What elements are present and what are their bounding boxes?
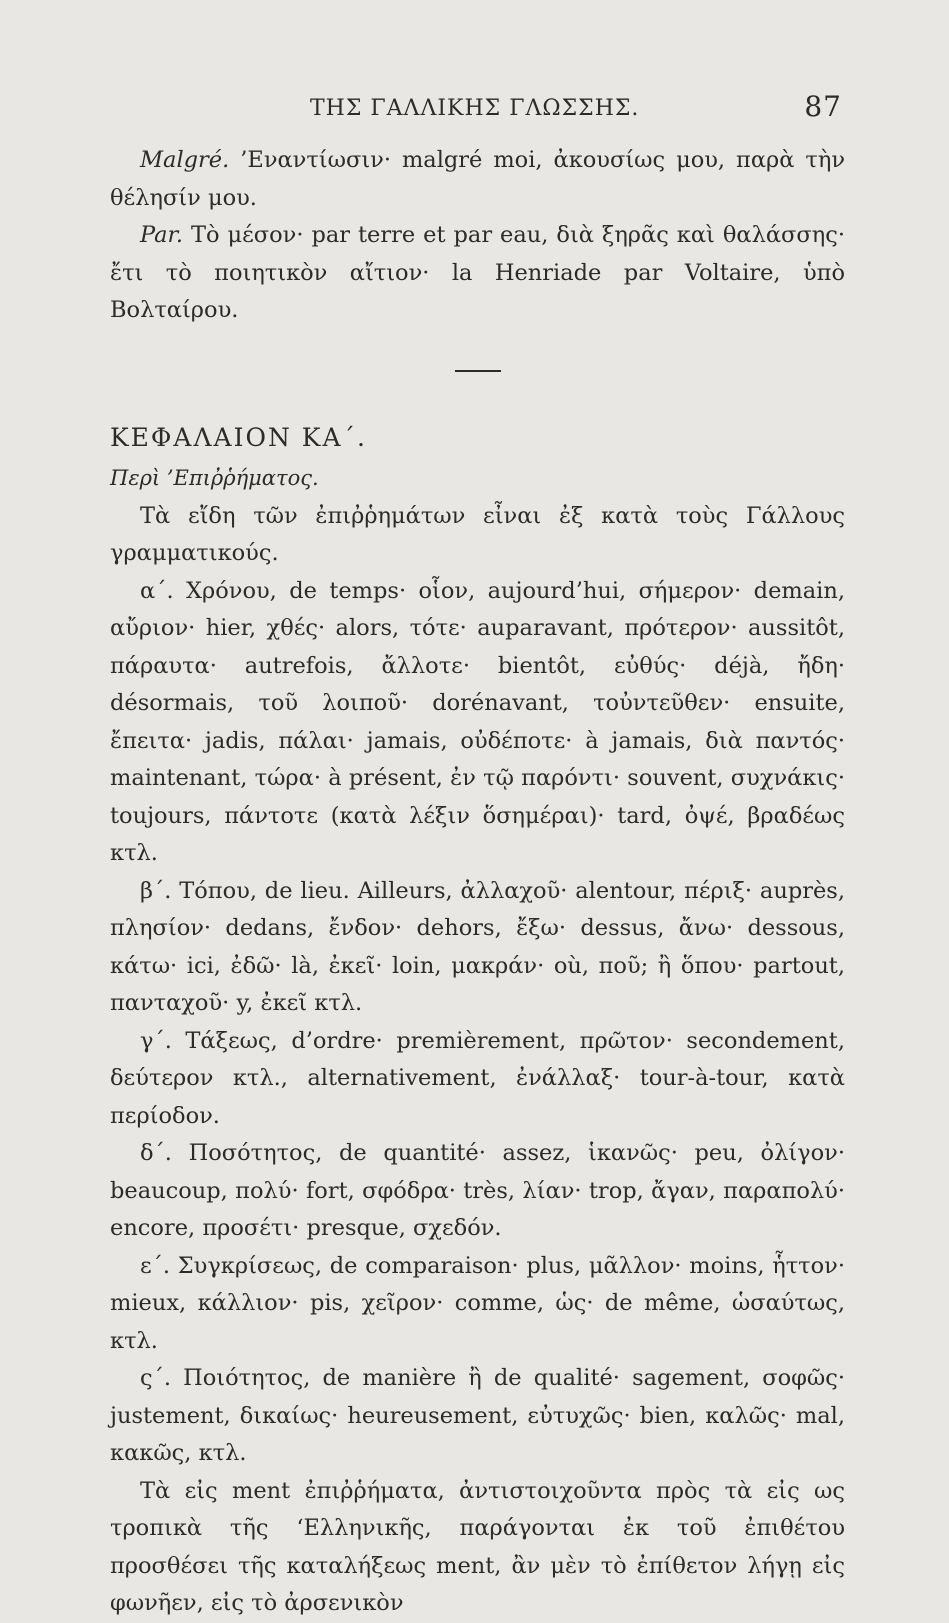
- paragraph: Τὰ εἴδη τῶν ἐπιῤῥημάτων εἶναι ἐξ κατὰ τοὺς Γάλλους γραμματικούς.: [110, 502, 845, 566]
- running-title: ΤΗΣ ΓΑΛΛΙΚΗΣ ΓΛΩΣΣΗΣ.: [310, 96, 640, 121]
- paragraph: δ΄. Ποσότητος, de quantité· assez, ἱκανῶς· peu, ὀλίγον· beaucoup, πολύ· fort, σφόδρα· très, λίαν· trop, ἄγαν, παραπολύ· encore, προσέτι· presque, σχεδόν.: [110, 1140, 845, 1241]
- entry-par: [110, 217, 845, 330]
- entry-malgre: [110, 142, 845, 217]
- paragraph: α΄. Χρόνου, de temps· οἷον, aujourd’hui, σήμερον· demain, αὔριον· hier, χθές· alors, τότε· auparavant, πρότερον· aussitôt, πάραυτα· autrefois, ἄλλοτε· bientôt, εὐθύς· déjà, ἤδη· désormais, τοῦ λοιποῦ· dorénavant, τοὐντεῦθεν· ensuite, ἔπειτα· jadis, πάλαι· jamais, οὐδέποτε· à jamais, διὰ παντός· maintenant, τώρα· à présent, ἐν τῷ παρόντι· souvent, συχνάκις· toujours, πάντοτε (κατὰ λέξιν ὅσημέραι)· tard, ὀψέ, βραδέως κτλ.: [110, 577, 845, 866]
- paragraph: ε΄. Συγκρίσεως, de comparaison· plus, μᾶλλον· moins, ἧττον· mieux, κάλλιον· pis, χεῖρον· comme, ὡς· de même, ὡσαύτως, κτλ.: [110, 1252, 845, 1354]
- entry-term: Par.: [140, 222, 183, 248]
- paragraph: Τὰ εἰς ment ἐπιῤῥήματα, ἀντιστοιχοῦντα πρὸς τὰ εἰς ως τροπικὰ τῆς ‘Ελληνικῆς, παράγονται ἐκ τοῦ ἐπιθέτου προσθέσει τῆς καταλήξεως ment, ἂν μὲν τὸ ἐπίθετον λήγῃ εἰς φωνῆεν, εἰς τὸ ἀρσενικὸν: [110, 1477, 845, 1616]
- chapter-title: ΚΕΦΑΛΑΙΟΝ ΚΑ΄.: [110, 422, 367, 452]
- paragraph: β΄. Τόπου, de lieu. Ailleurs, ἀλλαχοῦ· alentour, πέριξ· auprès, πλησίον· dedans, ἔνδον· dehors, ἔξω· dessus, ἄνω· dessous, κάτω· ici, ἐδῶ· là, ἐκεῖ· loin, μακράν· où, ποῦ; ἢ ὅπου· partout, πανταχοῦ· y, ἐκεῖ κτλ.: [110, 877, 845, 1016]
- chapter-subtitle: Περὶ ’Επιῤῥήματος.: [110, 465, 319, 490]
- entry-text: Τὸ μέσον· par terre et par eau, διὰ ξηρᾶς καὶ θαλάσσης· ἔτι τὸ ποιητικὸν αἴτιον· la Henriade par Voltaire, ὑπὸ Βολταίρου.: [110, 222, 845, 323]
- page-body: [110, 142, 845, 1623]
- paragraph: γ΄. Τάξεως, d’ordre· premièrement, πρῶτον· secondement, δεύτερον κτλ., alternativement, ἐνάλλαξ· tour-à-tour, κατὰ περίοδον.: [110, 1027, 845, 1129]
- paragraph: ς΄. Ποιότητος, de manière ἢ de qualité· sagement, σοφῶς· justement, δικαίως· heureusement, εὐτυχῶς· bien, καλῶς· mal, κακῶς, κτλ.: [110, 1365, 845, 1466]
- page-header: [112, 90, 842, 130]
- page-number: 87: [804, 90, 842, 123]
- section-divider: [455, 370, 501, 372]
- entry-term: Malgré.: [140, 147, 230, 173]
- entry-text: ’Εναντίωσιν· malgré moi, ἀκουσίως μου, παρὰ τὴν θέλησίν μου.: [110, 147, 845, 211]
